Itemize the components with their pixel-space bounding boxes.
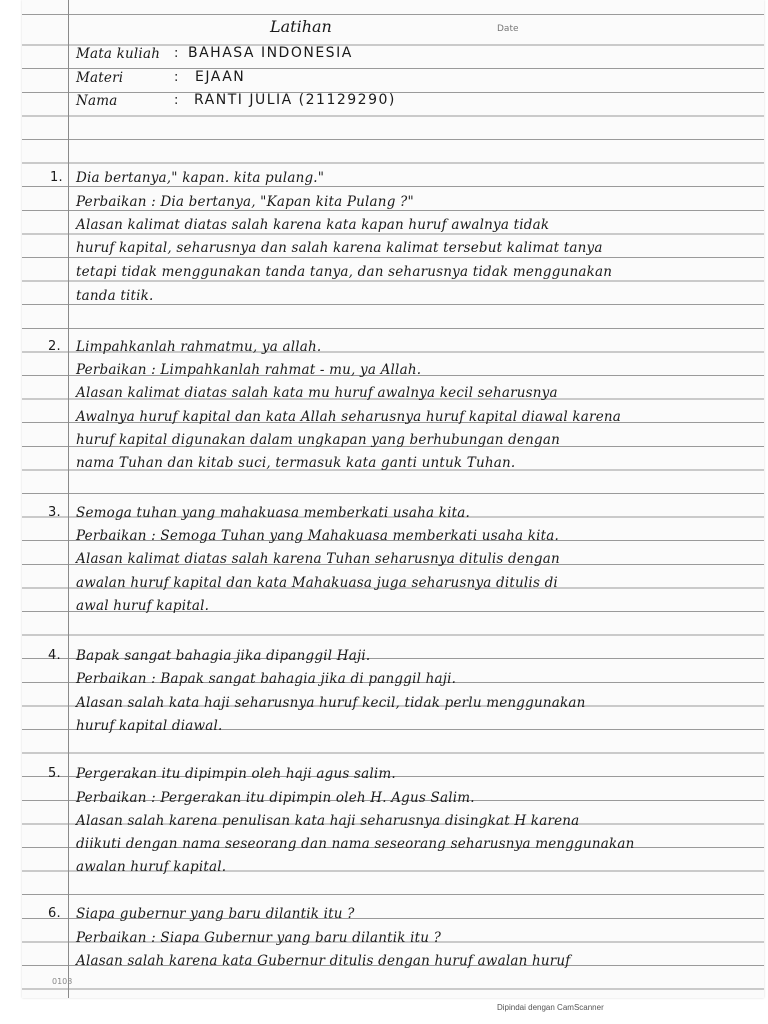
item-reason-line: awal huruf kapital.	[76, 598, 210, 614]
item-correction: Perbaikan : Bapak sangat bahagia jika di panggil haji.	[76, 671, 457, 687]
item-reason-line: nama Tuhan dan kitab suci, termasuk kata ganti untuk Tuhan.	[76, 455, 516, 471]
item-correction: Perbaikan : Dia bertanya, "Kapan kita Pulang ?"	[76, 194, 414, 210]
item-number: 3.	[48, 505, 61, 520]
item-correction: Perbaikan : Siapa Gubernur yang baru dilantik itu ?	[76, 930, 442, 946]
item-number: 1.	[50, 170, 63, 185]
item-reason-line: tanda titik.	[76, 288, 154, 304]
item-correction: Perbaikan : Semoga Tuhan yang Mahakuasa memberkati usaha kita.	[76, 528, 559, 544]
notebook-page	[22, 0, 764, 998]
item-correction: Perbaikan : Limpahkanlah rahmat - mu, ya Allah.	[76, 362, 422, 378]
item-reason-line: huruf kapital diawal.	[76, 718, 223, 734]
item-question: Siapa gubernur yang baru dilantik itu ?	[76, 906, 355, 922]
item-question: Bapak sangat bahagia jika dipanggil Haji.	[76, 648, 371, 664]
header-sep-topic: :	[174, 70, 179, 85]
item-question: Limpahkanlah rahmatmu, ya allah.	[76, 339, 322, 355]
item-reason-line: Alasan kalimat diatas salah karena Tuhan seharusnya ditulis dengan	[76, 551, 560, 567]
header-sep-course: :	[174, 46, 179, 61]
item-number: 2.	[48, 339, 61, 354]
item-question: Pergerakan itu dipimpin oleh haji agus salim.	[76, 766, 396, 782]
item-question: Semoga tuhan yang mahakuasa memberkati usaha kita.	[76, 505, 470, 521]
item-reason-line: awalan huruf kapital dan kata Mahakuasa juga seharusnya ditulis di	[76, 575, 558, 591]
item-reason-line: awalan huruf kapital.	[76, 859, 227, 875]
header-label-topic: Materi	[76, 70, 124, 86]
header-label-course: Mata kuliah	[76, 46, 161, 62]
item-reason-line: huruf kapital, seharusnya dan salah karena kalimat tersebut kalimat tanya	[76, 240, 603, 256]
item-reason-line: Alasan salah karena kata Gubernur ditulis dengan huruf awalan huruf	[76, 953, 571, 969]
item-correction: Perbaikan : Pergerakan itu dipimpin oleh H. Agus Salim.	[76, 790, 475, 806]
margin-line	[68, 0, 69, 998]
page-title: Latihan	[270, 17, 332, 36]
item-number: 6.	[48, 906, 61, 921]
header-value-name: RANTI JULIA (21129290)	[194, 92, 396, 108]
header-value-course: BAHASA INDONESIA	[188, 45, 353, 61]
item-reason-line: Alasan salah kata haji seharusnya huruf kecil, tidak perlu menggunakan	[76, 695, 586, 711]
page-number: 0103	[52, 977, 73, 986]
header-value-topic: EJAAN	[195, 69, 246, 85]
date-label: Date	[497, 24, 519, 34]
item-question: Dia bertanya," kapan. kita pulang."	[76, 170, 325, 186]
item-number: 5.	[48, 766, 61, 781]
item-reason-line: huruf kapital digunakan dalam ungkapan yang berhubungan dengan	[76, 432, 561, 448]
item-reason-line: Awalnya huruf kapital dan kata Allah seharusnya huruf kapital diawal karena	[76, 409, 622, 425]
header-label-name: Nama	[76, 93, 118, 109]
scanner-watermark: Dipindai dengan CamScanner	[497, 1003, 604, 1012]
item-number: 4.	[48, 648, 61, 663]
item-reason-line: Alasan salah karena penulisan kata haji seharusnya disingkat H karena	[76, 813, 580, 829]
item-reason-line: diikuti dengan nama seseorang dan nama seseorang seharusnya menggunakan	[76, 836, 635, 852]
item-reason-line: tetapi tidak menggunakan tanda tanya, dan seharusnya tidak menggunakan	[76, 264, 613, 280]
item-reason-line: Alasan kalimat diatas salah kata mu huruf awalnya kecil seharusnya	[76, 385, 558, 401]
header-sep-name: :	[174, 93, 179, 108]
item-reason-line: Alasan kalimat diatas salah karena kata kapan huruf awalnya tidak	[76, 217, 550, 233]
